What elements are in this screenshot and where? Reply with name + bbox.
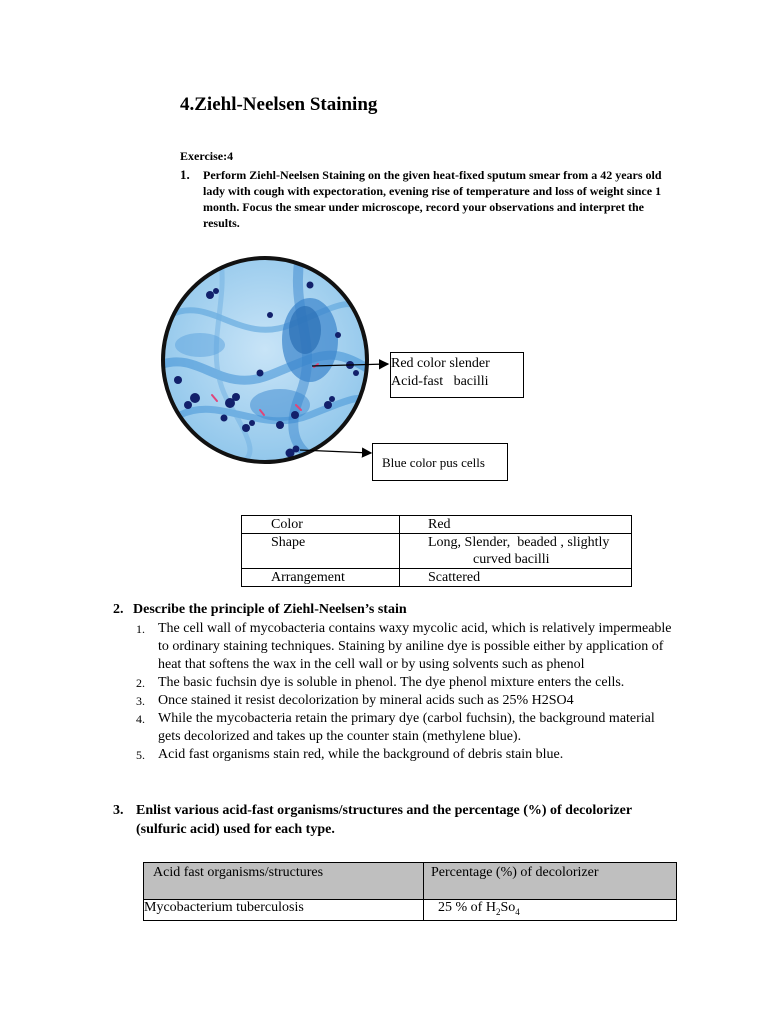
page-title: 4.Ziehl-Neelsen Staining xyxy=(180,94,378,115)
table-row xyxy=(144,900,677,921)
obs-key: Color xyxy=(242,516,400,534)
question1-number: 1. xyxy=(180,167,190,182)
pointer-arrows xyxy=(150,340,410,470)
table-row xyxy=(242,534,632,569)
list-item-number: 5. xyxy=(136,748,145,762)
list-item xyxy=(113,710,673,746)
exercise-label: Exercise:4 xyxy=(180,149,234,163)
bacilli-label xyxy=(390,352,524,398)
list-item xyxy=(113,620,673,674)
bacilli-arrow xyxy=(312,364,388,366)
obs-value: Scattered xyxy=(400,569,632,587)
list-item xyxy=(113,692,673,710)
acid-fast-table xyxy=(143,862,677,921)
list-item-text: Acid fast organisms stain red, while the background of debris stain blue. xyxy=(158,747,564,762)
list-item-text: While the mycobacteria retain the primary dye (carbol fuchsin), the background material gets decolorized and takes up the counter stain (methylene blue). xyxy=(158,711,655,744)
question3-heading xyxy=(113,801,683,839)
pct-prefix: 25 % of H xyxy=(438,900,496,915)
table-row xyxy=(242,569,632,587)
subscript: 4 xyxy=(515,906,520,917)
list-item-text: The basic fuchsin dye is soluble in phenol. The dye phenol mixture enters the cells. xyxy=(158,675,625,690)
question3-text: Enlist various acid-fast organisms/structures and the percentage (%) of decolorizer (sulfuric acid) used for each type. xyxy=(136,803,632,837)
question2-text: Describe the principle of Ziehl-Neelsen’s stain xyxy=(133,602,407,617)
principle-list xyxy=(113,620,673,764)
pus-label: Blue color pus cells xyxy=(372,443,508,481)
pus-arrow xyxy=(300,450,371,453)
subscript: 2 xyxy=(495,906,501,917)
observation-table xyxy=(241,515,632,587)
list-item-text: The cell wall of mycobacteria contains waxy mycolic acid, which is relatively impermeable to ordinary staining techniques. Staining by aniline dye is possible either by application of heat that softens the wax in the cell wall or by using solvents such as phenol xyxy=(158,621,672,672)
list-item-number: 4. xyxy=(136,712,145,726)
organism-cell: Mycobacterium tuberculosis xyxy=(144,900,424,921)
bacilli-label-line1: Red color slender xyxy=(391,356,490,371)
obs-key: Shape xyxy=(242,534,400,569)
table-row xyxy=(242,516,632,534)
bacilli-label-line2: Acid-fast bacilli xyxy=(391,374,489,389)
obs-value: Long, Slender, beaded , slightly xyxy=(428,535,610,550)
list-item-number: 3. xyxy=(136,694,145,708)
list-item-text: Once stained it resist decolorization by mineral acids such as 25% H2SO4 xyxy=(158,693,574,708)
question2-heading xyxy=(113,602,407,618)
formula-mid: So xyxy=(500,900,516,915)
question1-text: Perform Ziehl-Neelsen Staining on the given heat-fixed sputum smear from a 42 years old lady with cough with expectoration, evening rise of temperature and loss of weight since 1 month. Focus the smear under microscope, record your observations and interpret the results. xyxy=(203,168,662,230)
obs-value: Red xyxy=(400,516,632,534)
column-header: Acid fast organisms/structures xyxy=(144,863,424,900)
table-header-row xyxy=(144,863,677,900)
column-header: Percentage (%) of decolorizer xyxy=(424,863,677,900)
list-item xyxy=(113,746,673,764)
obs-key: Arrangement xyxy=(242,569,400,587)
obs-value-continued: curved bacilli xyxy=(473,552,550,567)
question3-number: 3. xyxy=(113,803,124,818)
list-item xyxy=(113,674,673,692)
list-item-number: 1. xyxy=(136,622,145,636)
decolorizer-cell xyxy=(424,900,677,921)
question2-number: 2. xyxy=(113,602,124,617)
obs-value-cell xyxy=(400,534,632,569)
list-item-number: 2. xyxy=(136,676,145,690)
